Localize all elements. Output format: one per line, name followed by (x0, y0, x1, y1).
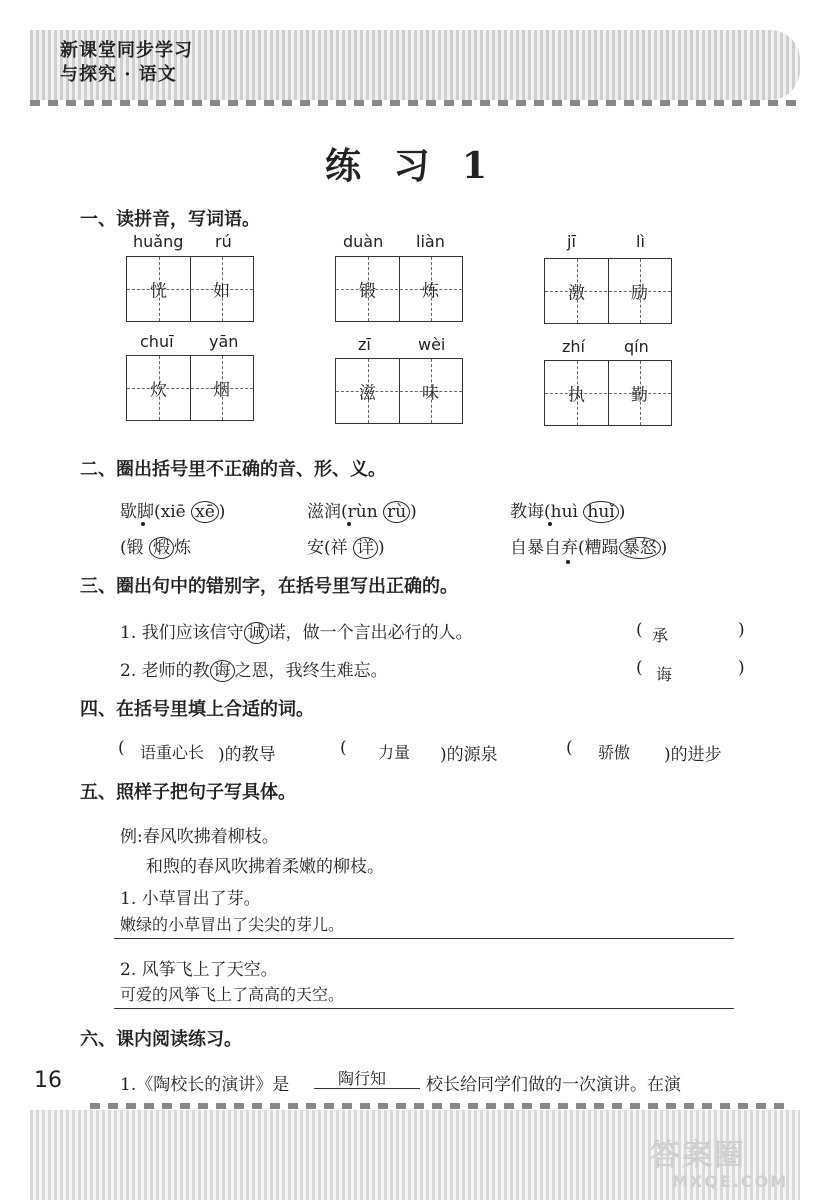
writing-box (544, 258, 672, 324)
section-2-heading: 二、圈出括号里不正确的音、形、义。 (80, 459, 386, 480)
bracket-open: ( (636, 658, 643, 678)
watermark: 答案圈 (650, 1138, 746, 1173)
emphasis-dot (141, 522, 145, 526)
answer-char: 如 (213, 281, 230, 302)
section-1-heading: 一、读拼音，写词语。 (80, 209, 260, 230)
writing-box (126, 256, 254, 322)
exercise-item: 自暴自弃(糟蹋 暴怒 ) (510, 538, 668, 558)
answer-char: 励 (631, 283, 648, 304)
answer-char: 勤 (631, 385, 648, 406)
circled-answer: 煅 (149, 537, 174, 559)
page-number: 16 (34, 1068, 62, 1093)
emphasis-dot (566, 560, 570, 564)
bracket-open: ( (566, 738, 573, 758)
fill-answer: 语重心长 (140, 743, 205, 762)
correction-answer: 诲 (656, 665, 673, 684)
section-6-heading: 六、课内阅读练习。 (80, 1029, 242, 1050)
pinyin: jī (567, 232, 576, 251)
exercise-item: (锻 煅 炼 (120, 538, 192, 558)
sentence-item: 1. 我们应该信守 诚 诺，做一个言出必行的人。 (120, 623, 473, 643)
pinyin: qín (624, 337, 649, 356)
exercise-item: 歇脚(xiē xē ) (120, 502, 226, 522)
answer-char: 锻 (359, 281, 376, 302)
circled-answer: 详 (353, 537, 378, 559)
footer-divider (90, 1103, 790, 1109)
pinyin: yān (209, 332, 239, 351)
answer-char: 炊 (150, 380, 167, 401)
example-expanded: 和煦的春风吹拂着柔嫩的柳枝。 (146, 857, 384, 877)
circled-answer: xē (191, 501, 219, 523)
pinyin: liàn (416, 232, 445, 251)
pinyin: duàn (343, 232, 384, 251)
circled-answer: rù (383, 501, 410, 523)
circled-wrong-char: 诲 (210, 660, 235, 682)
exercise-item: 滋润(rùn rù ) (307, 502, 417, 522)
section-4-heading: 四、在括号里填上合适的词。 (80, 699, 314, 720)
pinyin: rú (215, 232, 232, 251)
answer-char: 激 (568, 283, 585, 304)
question-sentence: 2. 风筝飞上了天空。 (120, 960, 278, 980)
bracket-open: ( (636, 620, 643, 640)
pinyin: chuī (140, 332, 174, 351)
bracket-close: ) (738, 658, 745, 678)
bracket-open: ( (118, 738, 125, 758)
fill-answer: 骄傲 (598, 743, 631, 762)
answer-char: 恍 (150, 281, 167, 302)
section-3-heading: 三、圈出句中的错别字，在括号里写出正确的。 (80, 576, 458, 597)
pinyin: lì (636, 232, 645, 251)
answer-char: 味 (422, 383, 439, 404)
bracket-open: ( (340, 738, 347, 758)
header-divider (30, 100, 800, 106)
reading-question-cont: 校长给同学们做的一次演讲。在演 (426, 1075, 681, 1095)
emphasis-dot (548, 522, 552, 526)
answer-char: 执 (568, 385, 585, 406)
answer-char: 滋 (359, 383, 376, 404)
book-title-line1: 新课堂同步学习 (60, 40, 193, 61)
bracket-close: ) (738, 620, 745, 640)
writing-box (126, 355, 254, 421)
example-sentence: 例:春风吹拂着柳枝。 (120, 827, 279, 847)
phrase-tail: )的进步 (664, 745, 722, 765)
reading-question-start: 1.《陶校长的演讲》是 (120, 1075, 290, 1095)
page-title: 练 习 1 (324, 145, 498, 187)
written-answer: 嫩绿的小草冒出了尖尖的芽儿。 (120, 915, 345, 934)
answer-line (114, 1008, 734, 1009)
answer-char: 炼 (422, 281, 439, 302)
fill-answer: 陶行知 (338, 1069, 387, 1088)
section-5-heading: 五、照样子把句子写具体。 (80, 782, 296, 803)
answer-line (314, 1088, 420, 1089)
pinyin: zhí (562, 337, 585, 356)
emphasis-dot (347, 522, 351, 526)
phrase-tail: )的源泉 (440, 745, 498, 765)
pinyin: wèi (418, 335, 446, 354)
circled-answer: 暴怒 (619, 537, 661, 559)
exercise-item: 教诲(huì huǐ ) (510, 502, 626, 522)
written-answer: 可爱的风筝飞上了高高的天空。 (120, 985, 345, 1004)
pinyin: huǎng (133, 232, 184, 251)
exercise-item: 安(祥 详 ) (307, 538, 385, 558)
phrase-tail: )的教导 (218, 745, 276, 765)
answer-char: 烟 (213, 380, 230, 401)
circled-answer: huǐ (583, 501, 618, 523)
fill-answer: 力量 (378, 743, 411, 762)
writing-box (544, 360, 672, 426)
answer-line (114, 938, 734, 939)
watermark-url: MXQE.COM (672, 1172, 789, 1191)
circled-wrong-char: 诚 (244, 622, 269, 644)
pinyin: zī (358, 335, 371, 354)
correction-answer: 承 (652, 626, 669, 645)
writing-box (335, 358, 463, 424)
writing-box (335, 256, 463, 322)
question-sentence: 1. 小草冒出了芽。 (120, 889, 261, 909)
book-title-line2: 与探究 · 语文 (60, 64, 177, 85)
sentence-item: 2. 老师的教 诲 之恩，我终生难忘。 (120, 661, 388, 681)
